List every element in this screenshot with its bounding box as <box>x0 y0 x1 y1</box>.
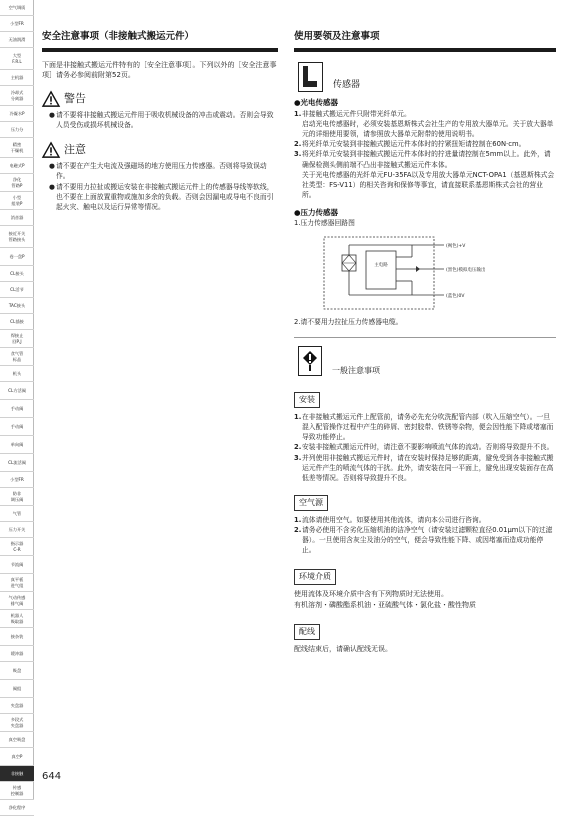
photo-item-text: 将光纤单元安装到非接触式搬运元件本体时的拧进量请控制在5mm以上。此外，请确保检测头侧前端不凸出非接触式搬运元件本体。 关于光电传感器的光纤单元FU-35FA以及专用放大器单元NCT-OPA1（基恩斯株式会社类型：FS-V11）的相关咨询和保修等事宜，请直接联系基恩斯株式会社的营业所。 <box>302 150 555 200</box>
side-index-item[interactable]: 节流阀 <box>0 556 34 574</box>
item-number: 3. <box>294 453 302 462</box>
sensor-section-header <box>294 62 556 92</box>
side-index-item[interactable]: 小型 组装P <box>0 192 34 210</box>
air-item <box>294 525 556 556</box>
sensor-icon <box>298 62 323 92</box>
side-index-item[interactable]: 卷一盘P <box>0 248 34 266</box>
install-item-text: 在非接触式搬运元件上配管前，请务必先充分吹洗配管内部（吹入压缩空气）。一旦混入配管操作过程中产生的碎屑、密封胶带、铁锈等杂物，便会因性能下降或堵塞而导致功能停止。 <box>302 412 554 442</box>
side-index-item[interactable]: 气动传感 排气阀 <box>0 592 34 610</box>
side-index-item[interactable]: 多段式 夹盘器 <box>0 714 34 732</box>
item-number: 1. <box>294 515 302 524</box>
side-index-item[interactable]: 传感 控制器 <box>0 782 34 800</box>
side-index-item[interactable]: CL插接 <box>0 314 34 330</box>
air-item-text: 流体请使用空气。如要使用其他流体，请向本公司进行咨询。 <box>302 515 486 524</box>
side-index-item[interactable]: 冷凝水P <box>0 106 34 122</box>
pressure-item-2 <box>294 317 556 327</box>
side-index-item[interactable]: 机头 <box>0 366 34 382</box>
side-index-item[interactable]: 消音器 <box>0 210 34 226</box>
item-number: 1. <box>294 109 302 118</box>
side-index-item[interactable]: 电磁式P <box>0 158 34 174</box>
env-text: 使用流体及环境介质中含有下列物质时无法使用。 有机溶剂・磷酸酯系机油・亚硫酸气体・氯化盐・酸性物质 <box>294 590 476 609</box>
side-index-item[interactable]: 主机器 <box>0 70 34 86</box>
env-title: 环境介质 <box>294 569 336 585</box>
pressure-circuit-label: 1.压力传感器回路图 <box>294 219 355 228</box>
side-index-item[interactable]: CL流活阀 <box>0 454 34 472</box>
install-item <box>294 412 556 443</box>
side-index-item[interactable]: 真空吸盘 <box>0 732 34 748</box>
install-item-text: 安装非接触式搬运元件时，请注意不要影响喷流气体的流动。否则将导致提升不良。 <box>302 443 554 452</box>
side-index-item[interactable]: 压力分 <box>0 122 34 138</box>
caution-item: ● 请不要用力拉扯或搬运安装在非接触式搬运元件上的传感器导线等软线，也不要在上面放置重物或施加多余的负载。否则会因漏电或导电不良而引起火灾、触电以及运行异常等情况。 <box>42 182 278 213</box>
side-index-item[interactable]: 阀组 <box>0 680 34 698</box>
item-number: 3. <box>294 150 302 159</box>
side-index-item[interactable]: 精密 干燥机 <box>0 138 34 158</box>
side-index-item[interactable]: 吸盘 <box>0 662 34 680</box>
caution-item-text: 请不要用力拉扯或搬运安装在非接触式搬运元件上的传感器导线等软线，也不要在上面放置重物或施加多余的负载。否则会因漏电或导电不良而引起火灾、触电以及运行异常等情况。 <box>56 182 274 211</box>
side-index-item[interactable]: CL活节 <box>0 282 34 298</box>
page-number: 644 <box>42 771 62 782</box>
side-index-item[interactable]: 小型FR <box>0 472 34 488</box>
side-index-item[interactable]: 无油润滑 <box>0 32 34 48</box>
right-heading: 使用要领及注意事项 <box>294 31 380 42</box>
general-caution-icon <box>298 346 322 376</box>
install-item <box>294 442 556 452</box>
side-index-item[interactable]: CL接头 <box>0 266 34 282</box>
side-index-item[interactable]: 手动阀 <box>0 418 34 436</box>
photo-item <box>294 149 556 200</box>
item-number: 2. <box>294 443 302 452</box>
side-index-item[interactable]: 真平板 进气组 <box>0 574 34 592</box>
side-index-item[interactable]: 缓冲器 <box>0 646 34 662</box>
caution-triangle-icon <box>42 142 60 158</box>
side-index-item[interactable]: 夹盘器 <box>0 698 34 714</box>
side-index-item[interactable]: 单向阀 <box>0 436 34 454</box>
side-index-item[interactable]: 空气调质 <box>0 0 34 16</box>
install-title: 安装 <box>294 392 320 408</box>
item-number: 2. <box>294 525 302 534</box>
pressure-sensor-title: ●压力传感器 <box>294 208 339 218</box>
side-index-item[interactable]: 冷却式 分离器 <box>0 86 34 106</box>
sensor-title: 传感器 <box>333 79 361 90</box>
side-index-item[interactable]: 压力开关 <box>0 522 34 538</box>
side-index <box>0 0 34 810</box>
side-index-item[interactable]: 气管 <box>0 506 34 522</box>
general-section-header <box>294 346 556 376</box>
photo-sensor-title: ●光电传感器 <box>294 97 339 107</box>
wiring-title: 配线 <box>294 624 320 640</box>
caution-item: ● 请不要在产生大电流及强磁场的地方使用压力传感器。否则将导致误动作。 <box>42 161 278 181</box>
side-index-item[interactable]: 接杂装 <box>0 628 34 646</box>
air-item <box>294 515 556 525</box>
side-index-item[interactable]: 指示器 C-R <box>0 538 34 556</box>
pressure-circuit-diagram <box>294 233 556 313</box>
pressure-item-2-text: 2.请不要用力拉扯压力传感器电缆。 <box>294 318 403 327</box>
left-column <box>42 30 278 212</box>
side-index-item[interactable]: 接近开关 管路接头 <box>0 226 34 248</box>
item-number: 2. <box>294 140 302 149</box>
wire-brown-label: (褐色)+V <box>446 244 466 250</box>
install-item-text: 并列使用非接触式搬运元件时，请在安装时保持足够的距离，避免受到各非接触式搬运元件产生的喷流气体的干扰。此外，请安装在同一平面上，避免出现安装面存在高低差等情况。否则将导致提升不良。 <box>302 453 554 482</box>
photo-item-text: 非接触式搬运元件只附带光纤单元。 启动光电传感器时，必须安装基恩斯株式会社生产的专用放大器单元。关于放大器单元的详细使用要领，请参照放大器单元附带的使用说明书。 <box>302 109 554 139</box>
circuit-frame <box>324 237 434 309</box>
side-index-item[interactable]: 净化 管路P <box>0 174 34 192</box>
left-heading-rule <box>42 48 278 52</box>
side-index-item[interactable]: 食气管 标品 <box>0 348 34 366</box>
photo-item <box>294 109 556 140</box>
side-index-item[interactable]: 非接触 <box>0 766 34 782</box>
caution-title: 注意 <box>64 143 86 157</box>
install-item <box>294 453 556 484</box>
side-index-item[interactable]: 真空P <box>0 748 34 766</box>
air-item-text: 请务必使用不含劣化压缩机油的洁净空气（请安装过滤颗粒直径0.01μm以下的过滤器）。一旦使用含灰尘及油分的空气，便会导致性能下降、或因堵塞而造成功能停止。 <box>302 525 553 555</box>
right-heading-rule <box>294 48 556 52</box>
warning-item: ● 请不要将非接触式搬运元件用于吸收机械设备的冲击或震动。否则会导致人员受伤或损坏机械设备。 <box>42 110 278 130</box>
general-title: 一般注意事项 <box>332 365 380 375</box>
main-circuit-box <box>366 251 396 289</box>
side-index-item[interactable]: 手动阀 <box>0 400 34 418</box>
wire-blue-label: (蓝色)0V <box>446 294 465 300</box>
side-index-item[interactable]: 防非 调压阀 <box>0 488 34 506</box>
side-index-item[interactable]: TAC接头 <box>0 298 34 314</box>
side-index-item[interactable]: CL方活阀 <box>0 382 34 400</box>
warning-header <box>42 91 278 107</box>
side-index-item[interactable]: 净化程序 <box>0 800 34 816</box>
side-index-item[interactable]: 大型 F.R.L <box>0 48 34 70</box>
caution-item-text: 请不要在产生大电流及强磁场的地方使用压力传感器。否则将导致误动作。 <box>56 162 267 181</box>
side-index-item[interactable]: 焊接止 回P,J <box>0 330 34 348</box>
side-index-item[interactable]: 机器人 吸取器 <box>0 610 34 628</box>
wiring-text: 配线结束后，请确认配线无误。 <box>294 644 392 653</box>
item-number: 1. <box>294 412 302 421</box>
caution-header <box>42 142 278 158</box>
section-divider <box>294 337 556 338</box>
air-title: 空气源 <box>294 495 328 511</box>
main-circuit-label: 主电路 <box>374 263 388 269</box>
side-index-item[interactable]: 小型FR <box>0 16 34 32</box>
wire-black-label: (黑色)模拟电压输出 <box>446 268 486 274</box>
photo-item-text: 将光纤单元安装到非接触式搬运元件本体时的拧紧扭矩请控制在60N·cm。 <box>302 140 526 149</box>
intro-text: 下面是非接触式搬运元件特有的［安全注意事项］。下列以外的［安全注意事项］请务必参阅前附第52页。 <box>42 60 277 80</box>
warning-item-text: 请不要将非接触式搬运元件用于吸收机械设备的冲击或震动。否则会导致人员受伤或损坏机械设备。 <box>56 110 274 129</box>
photo-item <box>294 139 556 149</box>
circuit-svg <box>294 233 556 313</box>
warning-triangle-icon <box>42 91 60 107</box>
right-column <box>294 30 556 654</box>
left-heading: 安全注意事项（非接触式搬运元件） <box>42 31 195 42</box>
warning-title: 警告 <box>64 91 86 105</box>
